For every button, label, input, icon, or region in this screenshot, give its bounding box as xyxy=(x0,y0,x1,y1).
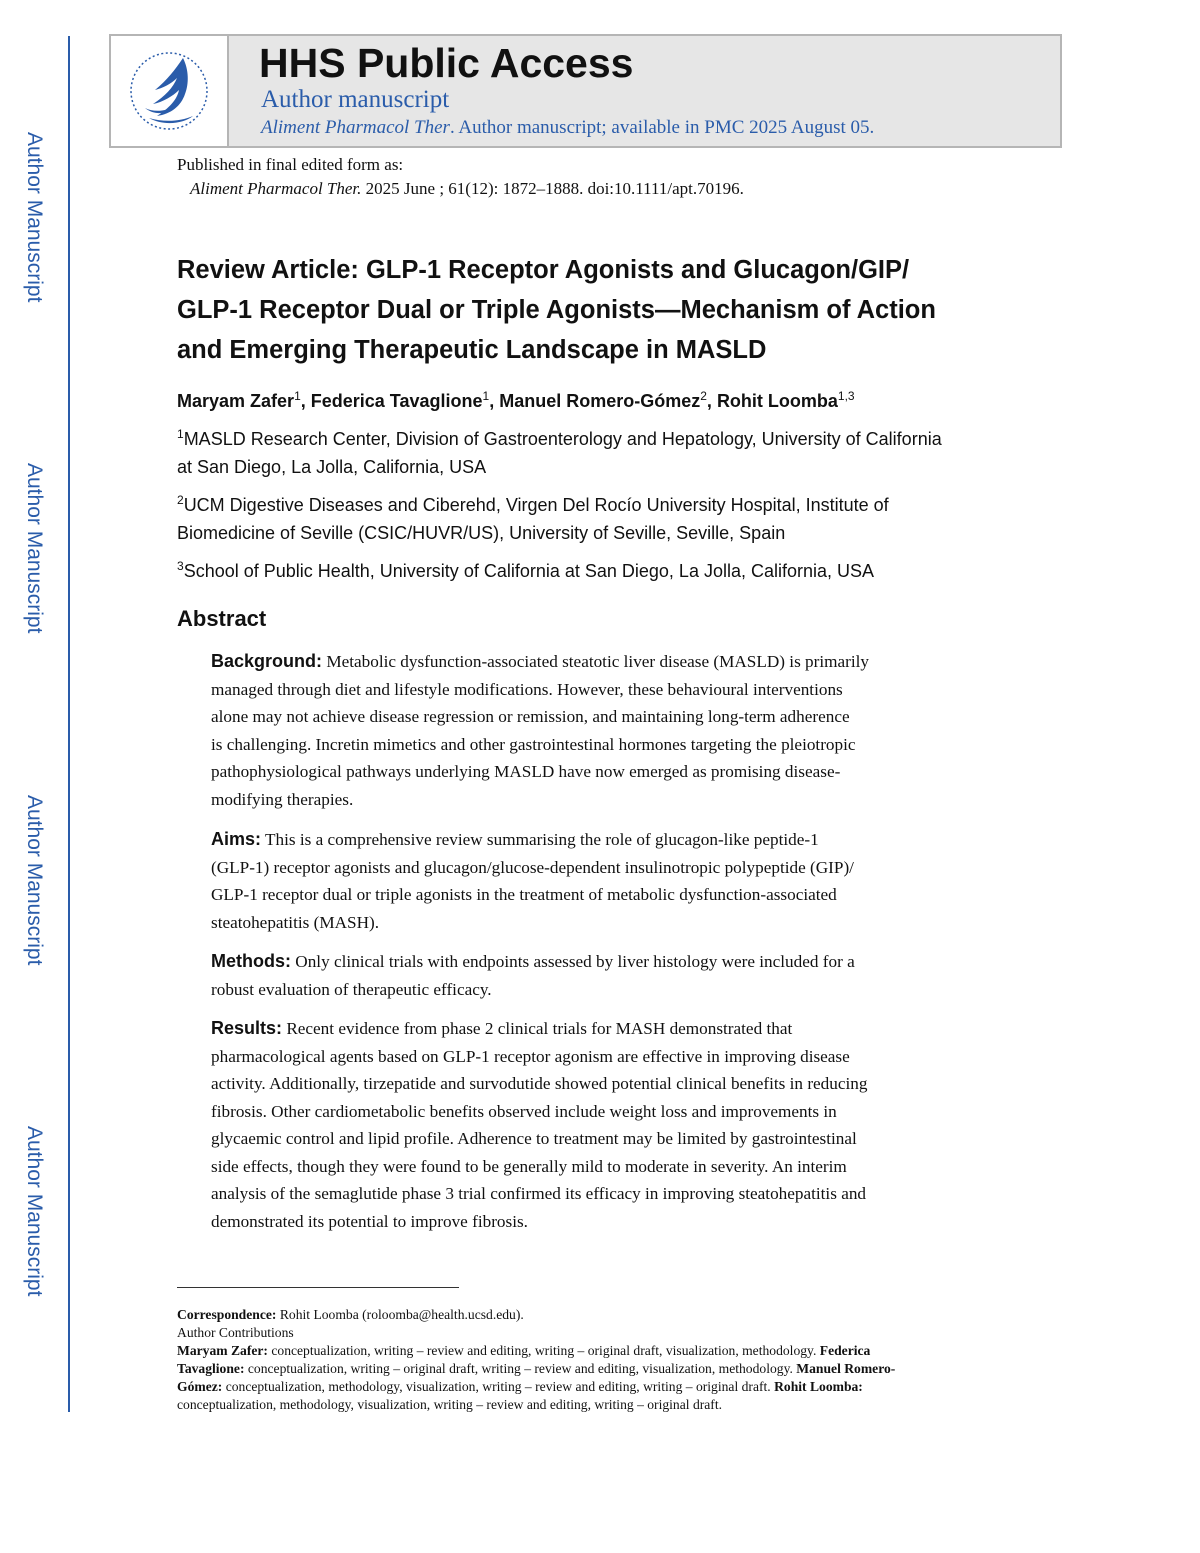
author-name: Federica Tavaglione xyxy=(310,391,483,411)
footnotes xyxy=(177,1306,1027,1414)
affiliation-2: $^2$UCM Digestive Diseases and Ciberehd, Virgen Del Rocío University Hospital, Institute of Biomedicine of Seville (CSIC/HUVR/US), University of Seville, Seville, Spain xyxy=(177,493,889,543)
abstract-heading: Abstract xyxy=(177,606,267,631)
abstract-aims: Aims: This is a comprehensive review summarising the role of glucagon-like peptide-1 (GLP-1) receptor agonists and glucagon/glucose-dependent insulinotropic polypeptide (GIP)/ GLP-1 receptor dual or triple agonists in the treatment of metabolic dysfunction-associated steatohepatitis (MASH). xyxy=(211,829,854,932)
author-name: Maryam Zafer xyxy=(177,391,295,411)
hhs-header xyxy=(109,34,1062,148)
article-title: Review Article: GLP-1 Receptor Agonists and Glucagon/GIP/ GLP-1 Receptor Dual or Triple Agonists—Mechanism of Action and Emerging Therapeutic Landscape in MASLD xyxy=(177,256,936,364)
abstract-methods: Methods: Only clinical trials with endpoints assessed by liver histology were included for a robust evaluation of therapeutic efficacy. xyxy=(211,951,855,999)
contribution-line: Tavaglione: conceptualization, writing – original draft, writing – review and editing, visualization, methodology. Manuel Romero- xyxy=(177,1361,896,1376)
section-label: Background: xyxy=(211,651,323,671)
manuscript-subtitle: Author manuscript xyxy=(261,86,450,113)
journal-availability: Aliment Pharmacol Ther. Author manuscript; available in PMC 2025 August 05. xyxy=(261,117,875,138)
author-list: Maryam Zafer$^1$, Federica Tavaglione$^1$, Manuel Romero-Gómez$^2$, Rohit Loomba$^{1,3}$ xyxy=(177,389,855,411)
contribution-line: Gómez: conceptualization, methodology, visualization, writing – review and editing, writing – original draft. Rohit Loomba: xyxy=(177,1379,863,1394)
correspondence-email[interactable]: Rohit Loomba (roloomba@health.ucsd.edu). xyxy=(276,1307,524,1322)
margin-rule xyxy=(68,36,70,1412)
contributions-heading: Author Contributions xyxy=(177,1325,294,1340)
abstract-results: Results: Recent evidence from phase 2 clinical trials for MASH demonstrated that pharmacological agents based on GLP-1 receptor agonism are effective in improving disease activity. Additionally, tirzepatide and survodutide showed potential clinical benefits in reducing fibrosis. Other cardiometabolic benefits observed include weight loss and improvements in glycaemic control and lipid profile. Adherence to treatment may be limited by gastrointestinal side effects, though they were found to be generally mild to moderate in severity. An interim analysis of the semaglutide phase 3 trial confirmed its efficacy in improving steatohepatitis and demonstrated its potential to improve fibrosis. xyxy=(211,1018,868,1231)
hhs-logo xyxy=(111,36,229,146)
section-label: Methods: xyxy=(211,951,291,971)
abstract-background: Background: Metabolic dysfunction-associated steatotic liver disease (MASLD) is primarily managed through diet and lifestyle modifications. However, these behavioural interventions alone may not achieve disease regression or remission, and maintaining long-term adherence is challenging. Incretin mimetics and other gastrointestinal hormones targeting the pleiotropic pathophysiological pathways underlying MASLD have now emerged as promising disease- modifying therapies. xyxy=(211,651,870,809)
published-label: Published in final edited form as: xyxy=(177,155,404,174)
contribution-line: conceptualization, methodology, visualization, writing – review and editing, writing – original draft. xyxy=(177,1397,722,1412)
affiliation-1: $^1$MASLD Research Center, Division of Gastroenterology and Hepatology, University of California at San Diego, La Jolla, California, USA xyxy=(177,427,942,477)
published-citation: Aliment Pharmacol Ther. 2025 June ; 61(12): 1872–1888. doi:10.1111/apt.70196. xyxy=(190,179,744,198)
hhs-title: HHS Public Access xyxy=(259,40,634,86)
section-label: Aims: xyxy=(211,829,262,849)
author-name: Manuel Romero-Gómez xyxy=(499,391,701,411)
section-label: Results: xyxy=(211,1018,283,1038)
contribution-line: Maryam Zafer: conceptualization, writing – review and editing, writing – original draft, visualization, methodology. Federica xyxy=(177,1343,871,1358)
footnote-rule xyxy=(177,1287,459,1288)
hhs-eagle-icon xyxy=(123,46,215,136)
correspondence: Correspondence: Rohit Loomba (roloomba@health.ucsd.edu). xyxy=(177,1307,524,1322)
author-name: Rohit Loomba xyxy=(716,391,838,411)
affiliation-3: $^3$School of Public Health, University of California at San Diego, La Jolla, California, USA xyxy=(177,559,875,581)
